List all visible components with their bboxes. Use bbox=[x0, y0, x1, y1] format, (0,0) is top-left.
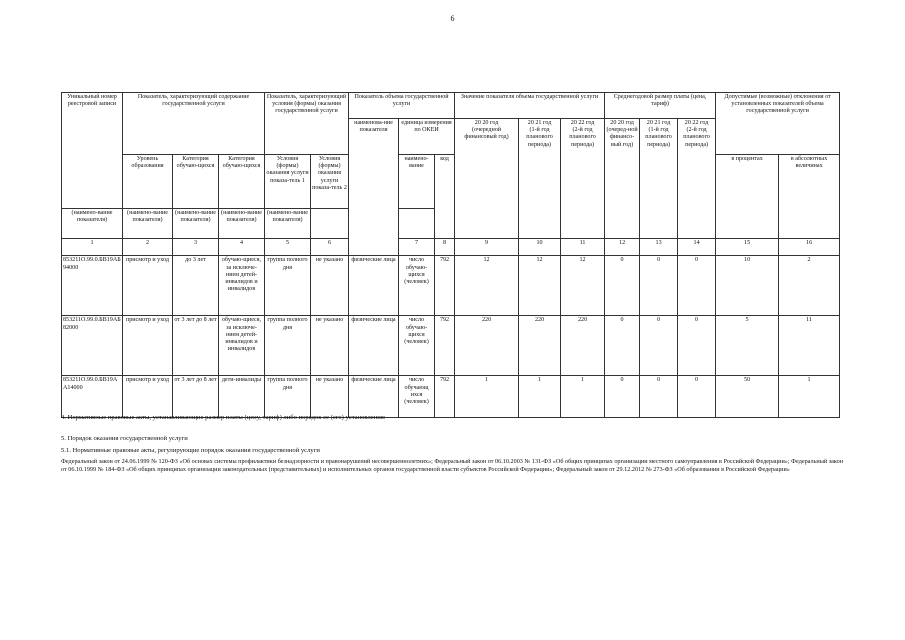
column-number: 12 bbox=[605, 239, 640, 256]
cell-category: обучаю-щиеся, за исключе-нием детей-инвалидов и инвалидов bbox=[219, 316, 265, 376]
header-value-year-2: 20 21 год (1-й год планового периода) bbox=[519, 119, 561, 239]
cell-form: группа полного дня bbox=[265, 256, 311, 316]
cell-deviation-absolute: 2 bbox=[779, 256, 840, 316]
cell-deviation-percent: 50 bbox=[716, 376, 779, 418]
column-number: 13 bbox=[640, 239, 678, 256]
header-education-level: Уровень образования bbox=[123, 155, 173, 209]
section-5-1-title: 5.1. Нормативные правовые акты, регулирующие порядок оказания государственной услуги bbox=[61, 447, 320, 454]
page-number: 6 bbox=[450, 14, 455, 23]
table-row bbox=[62, 376, 840, 418]
column-number: 11 bbox=[561, 239, 605, 256]
column-number: 2 bbox=[123, 239, 173, 256]
legal-acts-text: Федеральный закон от 24.06.1999 № 120-ФЗ «Об основах системы профилактики безнадзорности и правонарушений несовершеннолетних»; Федеральный закон от 06.10.2003 № 131-ФЗ «Об общих принципах организации местного самоуправления в Российской Федерации»; Федеральный закон от 06.10.1999 № 184-ФЗ «Об общих принципах организации законодательных (представительных) и исполнительных органов государственной власти субъектов Российской Федерации»; Федеральный закон от 29.12.2012 № 273-ФЗ «Об образовании в Российской Федерации» bbox=[61, 458, 844, 474]
cell-fee-2: 0 bbox=[640, 376, 678, 418]
column-number: 14 bbox=[678, 239, 716, 256]
cell-value-2: 220 bbox=[519, 316, 561, 376]
cell-unit: число обучающ ихся (человек) bbox=[399, 376, 435, 418]
cell-deviation-percent: 5 bbox=[716, 316, 779, 376]
cell-age: от 3 лет до 8 лет bbox=[173, 376, 219, 418]
cell-category: обучаю-щиеся, за исключе-нием детей-инвалидов и инвалидов bbox=[219, 256, 265, 316]
cell-value-2: 1 bbox=[519, 376, 561, 418]
cell-registry-number: 853211О.99.0.БВ19АБ94000 bbox=[62, 256, 123, 316]
cell-fee-1: 0 bbox=[605, 376, 640, 418]
header-volume-name: наименова-ние показателя bbox=[349, 119, 399, 256]
cell-registry-number: 853211О.99.0.БВ19АА14000 bbox=[62, 376, 123, 418]
cell-unit: число обучаю-щихся (человек) bbox=[399, 256, 435, 316]
cell-condition-2: не указано bbox=[311, 316, 349, 376]
column-number: 3 bbox=[173, 239, 219, 256]
cell-deviation-percent: 10 bbox=[716, 256, 779, 316]
header-volume-indicator: Показатель объема государственной услуги bbox=[349, 93, 455, 119]
cell-age: от 3 лет до 8 лет bbox=[173, 316, 219, 376]
header-value-year-3: 20 22 год (2-й год планового периода) bbox=[561, 119, 605, 239]
header-volume-value: Значение показателя объема государственной услуги bbox=[455, 93, 605, 119]
column-number: 6 bbox=[311, 239, 349, 256]
header-content-indicator: Показатель, характеризующий содержание государственной услуги bbox=[123, 93, 265, 155]
column-number: 4 bbox=[219, 239, 265, 256]
header-fee-year-3: 20 22 год (2-й год планового периода) bbox=[678, 119, 716, 239]
cell-form: группа полного дня bbox=[265, 316, 311, 376]
header-volume-unit: единица измерения по ОКЕИ bbox=[399, 119, 455, 155]
section-5-title: 5. Порядок оказания государственной услуги bbox=[61, 435, 188, 442]
cell-value-3: 220 bbox=[561, 316, 605, 376]
cell-deviation-absolute: 1 bbox=[779, 376, 840, 418]
cell-age: до 3 лет bbox=[173, 256, 219, 316]
column-number: 16 bbox=[779, 239, 840, 256]
cell-condition-2: не указано bbox=[311, 376, 349, 418]
header-unit-code: код bbox=[435, 155, 455, 239]
header-value-year-1: 20 20 год (очередной финансовый год) bbox=[455, 119, 519, 239]
table-row bbox=[62, 256, 840, 316]
header-deviation: Допустимые (возможные) отклонения от установленных показателей объема государственной услуги bbox=[716, 93, 840, 155]
cell-value-1: 220 bbox=[455, 316, 519, 376]
cell-code: 792 bbox=[435, 256, 455, 316]
header-student-category-1: Категория обучаю-щихся bbox=[173, 155, 219, 209]
cell-value-3: 12 bbox=[561, 256, 605, 316]
header-condition-1: Условия (формы) оказания услуги показа-тель 1 bbox=[265, 155, 311, 209]
cell-fee-3: 0 bbox=[678, 316, 716, 376]
cell-fee-1: 0 bbox=[605, 256, 640, 316]
header-indicator-name-note: (наимено-вание показателя) bbox=[265, 209, 311, 239]
column-number: 9 bbox=[455, 239, 519, 256]
cell-indicator: физические лица bbox=[349, 376, 399, 418]
cell-fee-1: 0 bbox=[605, 316, 640, 376]
header-student-category-2: Категория обучаю-щихся bbox=[219, 155, 265, 209]
column-number: 8 bbox=[435, 239, 455, 256]
header-condition-2: Условия (формы) оказания услуги показа-тель 2 bbox=[311, 155, 349, 209]
cell-value-1: 12 bbox=[455, 256, 519, 316]
header-average-fee: Среднегодовой размер платы (цена, тариф) bbox=[605, 93, 716, 119]
header-deviation-percent: в процентах bbox=[716, 155, 779, 239]
column-number: 15 bbox=[716, 239, 779, 256]
cell-value-2: 12 bbox=[519, 256, 561, 316]
column-number: 5 bbox=[265, 239, 311, 256]
cell-fee-3: 0 bbox=[678, 256, 716, 316]
cell-service: присмотр и уход bbox=[123, 256, 173, 316]
cell-service: присмотр и уход bbox=[123, 316, 173, 376]
column-number-row bbox=[62, 239, 840, 256]
header-indicator-name-note: (наимено-вание показателя) bbox=[62, 209, 123, 239]
cell-service: присмотр и уход bbox=[123, 376, 173, 418]
header-deviation-absolute: в абсолютных величинах bbox=[779, 155, 840, 239]
header-unit-name: наимено-вание bbox=[399, 155, 435, 209]
header-fee-year-1: 20 20 год (очеред-ной финансо-вый год) bbox=[605, 119, 640, 239]
section-4-fee-acts: 4. Нормативные правовые акты, устанавливающие размер платы (цену, тариф) либо порядок ее (его) установления: bbox=[61, 414, 386, 421]
header-indicator-name-note: (наимено-вание показателя) bbox=[173, 209, 219, 239]
header-indicator-name-note: (наимено-вание показателя) bbox=[219, 209, 265, 239]
cell-condition-2: не указано bbox=[311, 256, 349, 316]
cell-form: группа полного дня bbox=[265, 376, 311, 418]
cell-fee-3: 0 bbox=[678, 376, 716, 418]
header-conditions-indicator: Показатель, характеризующий условия (формы) оказания государственной услуги bbox=[265, 93, 349, 155]
cell-category: дети-инвалиды bbox=[219, 376, 265, 418]
cell-code: 792 bbox=[435, 376, 455, 418]
service-volume-table bbox=[61, 92, 840, 418]
cell-value-1: 1 bbox=[455, 376, 519, 418]
cell-indicator: физические лица bbox=[349, 256, 399, 316]
header-registry-number: Уникальный номер реестровой записи bbox=[62, 93, 123, 209]
cell-deviation-absolute: 11 bbox=[779, 316, 840, 376]
column-number: 10 bbox=[519, 239, 561, 256]
cell-code: 792 bbox=[435, 316, 455, 376]
cell-value-3: 1 bbox=[561, 376, 605, 418]
header-fee-year-2: 20 21 год (1-й год планового периода) bbox=[640, 119, 678, 239]
cell-fee-2: 0 bbox=[640, 256, 678, 316]
column-number: 7 bbox=[399, 239, 435, 256]
cell-registry-number: 853211О.99.0.БВ19АБ82000 bbox=[62, 316, 123, 376]
column-number: 1 bbox=[62, 239, 123, 256]
cell-unit: число обучаю-щихся (человек) bbox=[399, 316, 435, 376]
header-indicator-name-note: (наимено-вание показателя) bbox=[123, 209, 173, 239]
table-row bbox=[62, 316, 840, 376]
cell-indicator: физические лица bbox=[349, 316, 399, 376]
cell-fee-2: 0 bbox=[640, 316, 678, 376]
